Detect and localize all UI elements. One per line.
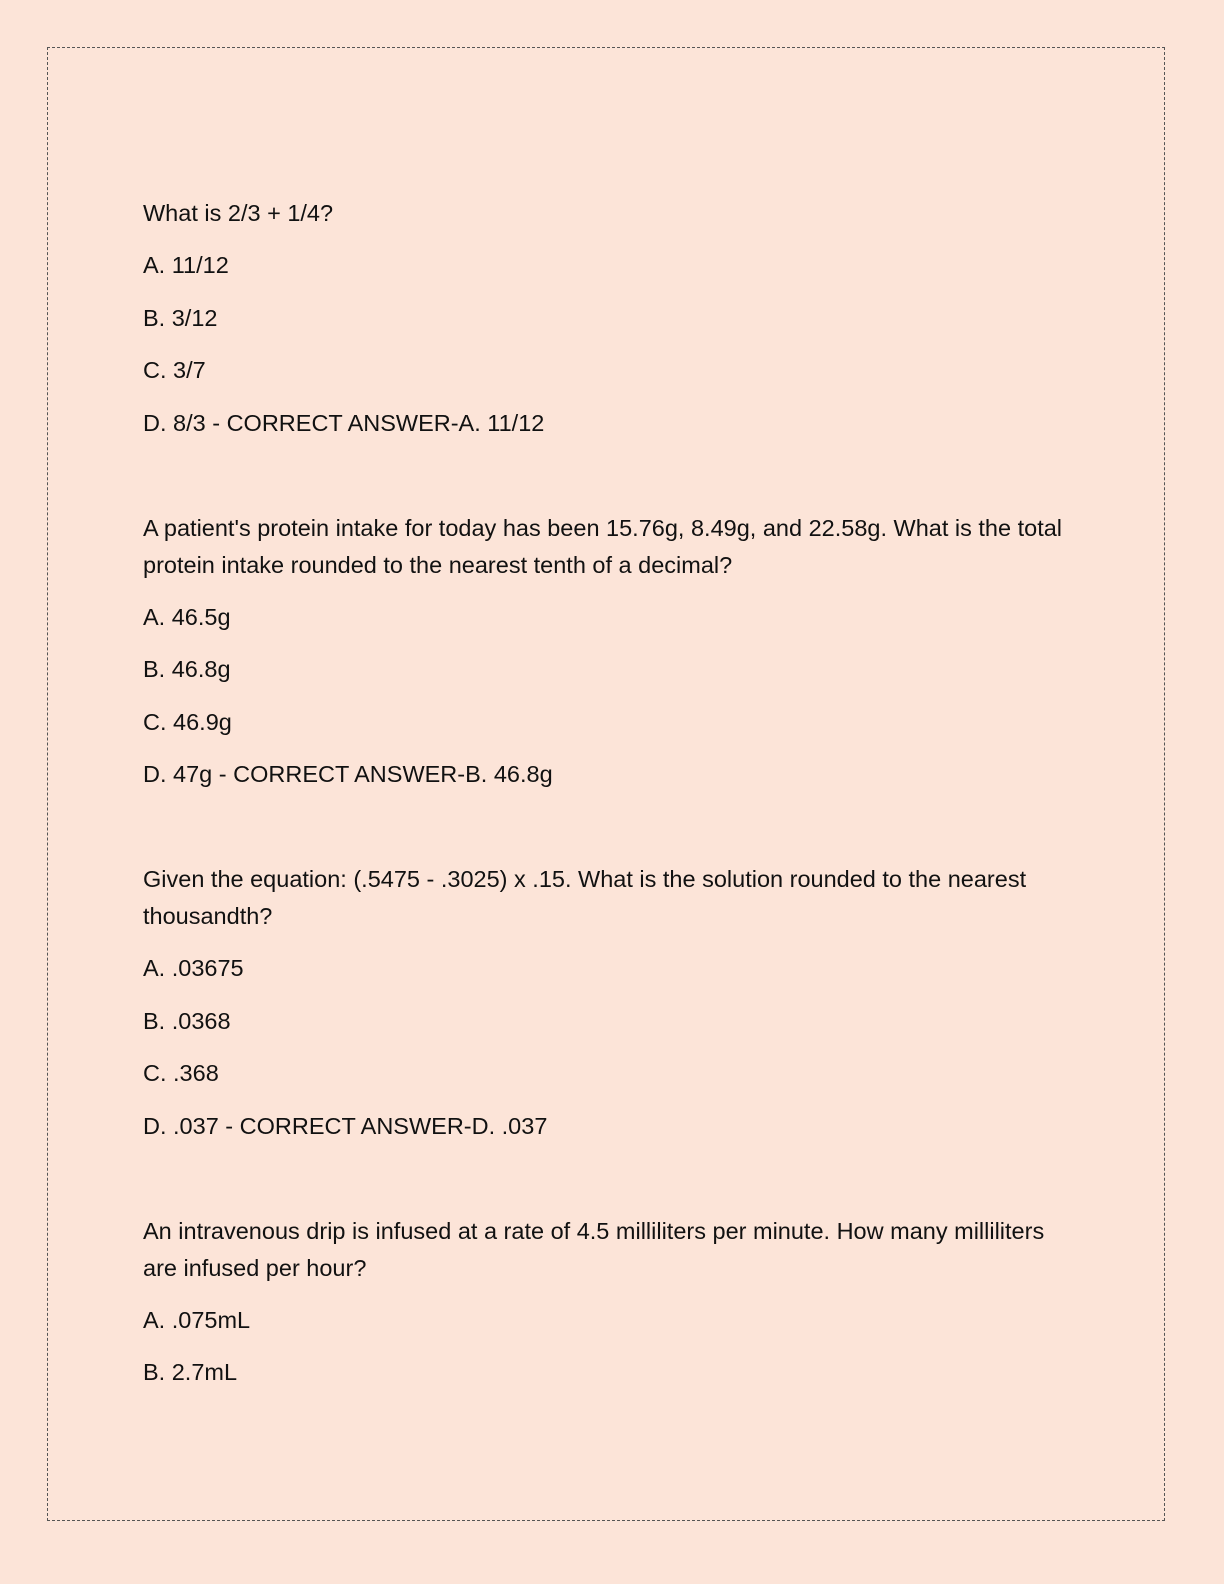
question-block — [143, 510, 1063, 794]
question-block — [143, 861, 1063, 1145]
answer-option: A. .03675 — [143, 955, 244, 981]
answer-option: A. .075mL — [143, 1306, 251, 1333]
answer-option: B. .0368 — [143, 1007, 231, 1034]
answer-option: B. 46.8g — [143, 656, 231, 682]
question-block — [143, 195, 1063, 442]
answer-option: C. 46.9g — [143, 708, 232, 735]
answer-option: A. 46.5g — [143, 603, 231, 630]
answer-option: B. 2.7mL — [143, 1359, 238, 1385]
question-text: Given the equation: (.5475 - .3025) x .15. What is the solution rounded to the nearest thousandth? — [143, 866, 1027, 929]
answer-option-with-correct-answer: D. .037 - CORRECT ANSWER-D. .037 — [143, 1112, 548, 1139]
answer-option-with-correct-answer: D. 8/3 - CORRECT ANSWER-A. 11/12 — [143, 409, 545, 436]
answer-option: C. .368 — [143, 1060, 219, 1086]
answer-option-with-correct-answer: D. 47g - CORRECT ANSWER-B. 46.8g — [143, 761, 553, 787]
answer-option: A. 11/12 — [143, 252, 229, 278]
question-text: What is 2/3 + 1/4? — [143, 200, 334, 226]
question-text: A patient's protein intake for today has been 15.76g, 8.49g, and 22.58g. What is the total protein intake rounded to the nearest tenth of a decimal? — [143, 514, 1063, 578]
answer-option: B. 3/12 — [143, 304, 218, 331]
question-text: An intravenous drip is infused at a rate of 4.5 milliliters per minute. How many milliliters are infused per hour? — [143, 1217, 1045, 1281]
answer-option: C. 3/7 — [143, 357, 206, 383]
question-block — [143, 1213, 1063, 1392]
document-content — [143, 195, 1063, 1459]
